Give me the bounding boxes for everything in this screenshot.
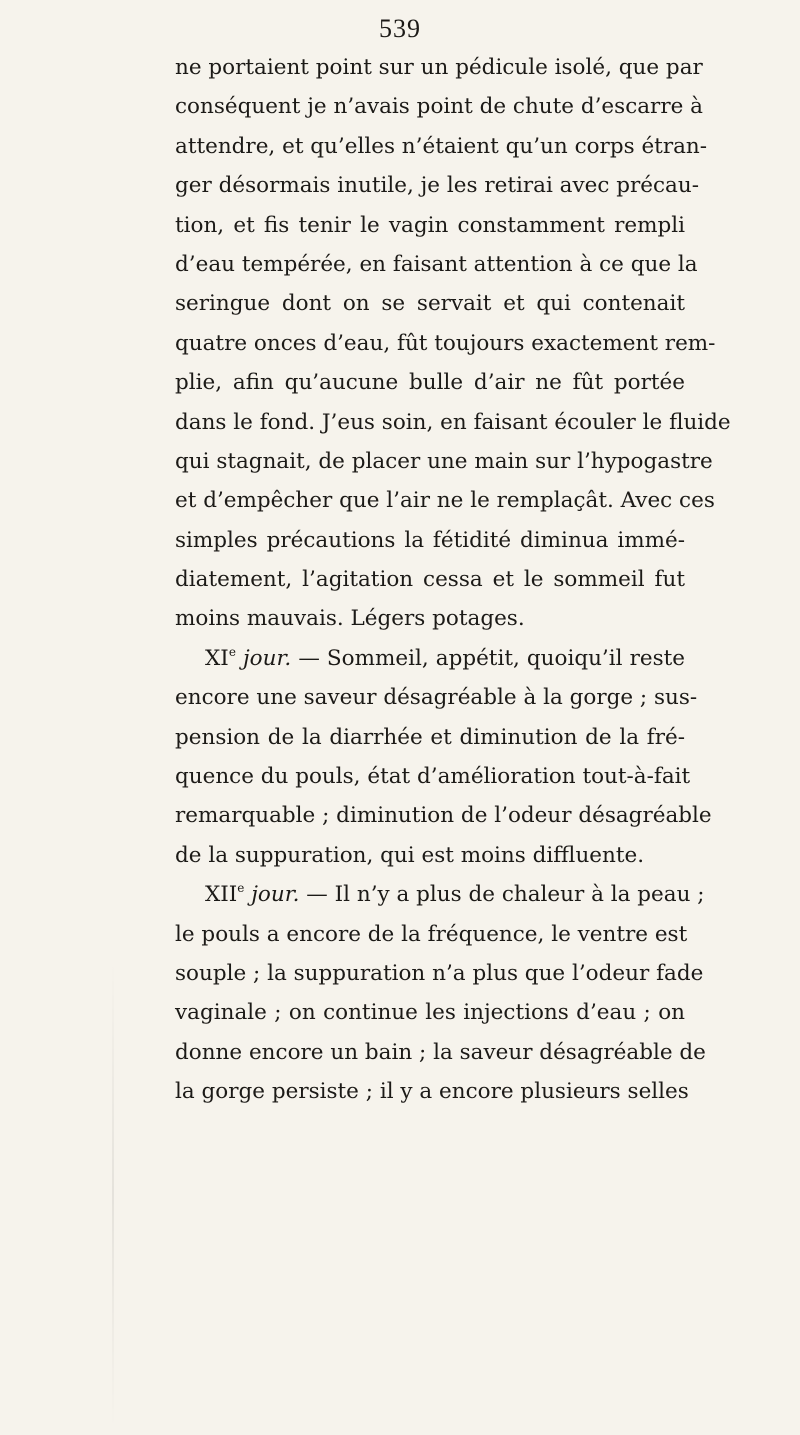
text-line: ne portaient point sur un pédicule isolé, que par: [175, 55, 703, 80]
text-line: quatre onces d’eau, fût toujours exactement rem-: [175, 330, 716, 356]
text-line: d’eau tempérée, en faisant attention à ce que la: [175, 251, 698, 277]
day-word: jour.: [243, 645, 292, 671]
text-line: et d’empêcher que l’air ne le remplaçât. Avec ces: [175, 488, 715, 514]
text-line: la gorge persiste ; il y a encore plusieurs selles: [175, 1079, 689, 1105]
text-line: diatement, l’agitation cessa et le sommeil fut: [175, 567, 685, 593]
text-line: simples précautions la fétidité diminua immé-: [175, 527, 685, 553]
paper-edge-shadow: [112, 960, 114, 1430]
text-line: conséquent je n’avais point de chute d’escarre à: [175, 94, 703, 120]
day-entry-line: [175, 875, 705, 914]
text-line: dans le fond. J’eus soin, en faisant écouler le fluide: [175, 409, 731, 435]
text-line: souple ; la suppuration n’a plus que l’odeur fade: [175, 960, 704, 986]
day-number: XII: [205, 882, 238, 908]
page-number: 539: [379, 14, 421, 43]
text-line: remarquable ; diminution de l’odeur désagréable: [175, 803, 712, 829]
day-entry-text: — Sommeil, appétit, quoiqu’il reste: [291, 645, 685, 671]
ordinal-suffix: e: [237, 881, 245, 896]
day-word: jour.: [251, 882, 300, 908]
text-line: qui stagnait, de placer une main sur l’hypogastre: [175, 448, 713, 474]
text-line: attendre, et qu’elles n’étaient qu’un corps étran-: [175, 133, 708, 159]
text-line: quence du pouls, état d’amélioration tout-à-fait: [175, 764, 691, 790]
paragraph-end-line: de la suppuration, qui est moins diffluente.: [175, 842, 645, 868]
day-number: XI: [205, 645, 229, 671]
ordinal-suffix: e: [228, 644, 236, 659]
day-entry-text: — Il n’y a plus de chaleur à la peau ;: [299, 882, 705, 908]
paragraph-end-line: moins mauvais. Légers potages.: [175, 606, 525, 632]
text-line: plie, afin qu’aucune bulle d’air ne fût portée: [175, 370, 685, 396]
day-entry-line: [175, 639, 685, 678]
text-line: tion, et fis tenir le vagin constamment rempli: [175, 212, 685, 238]
text-line: pension de la diarrhée et diminution de la fré-: [175, 724, 685, 750]
text-line: donne encore un bain ; la saveur désagréable de: [175, 1039, 706, 1065]
text-line: encore une saveur désagréable à la gorge ; sus-: [175, 685, 698, 711]
text-line: vaginale ; on continue les injections d’eau ; on: [175, 1000, 685, 1026]
text-line: le pouls a encore de la fréquence, le ventre est: [175, 921, 688, 947]
body-text: [175, 48, 731, 1112]
text-line: seringue dont on se servait et qui contenait: [175, 291, 685, 317]
text-line: ger désormais inutile, je les retirai avec précau-: [175, 173, 699, 199]
